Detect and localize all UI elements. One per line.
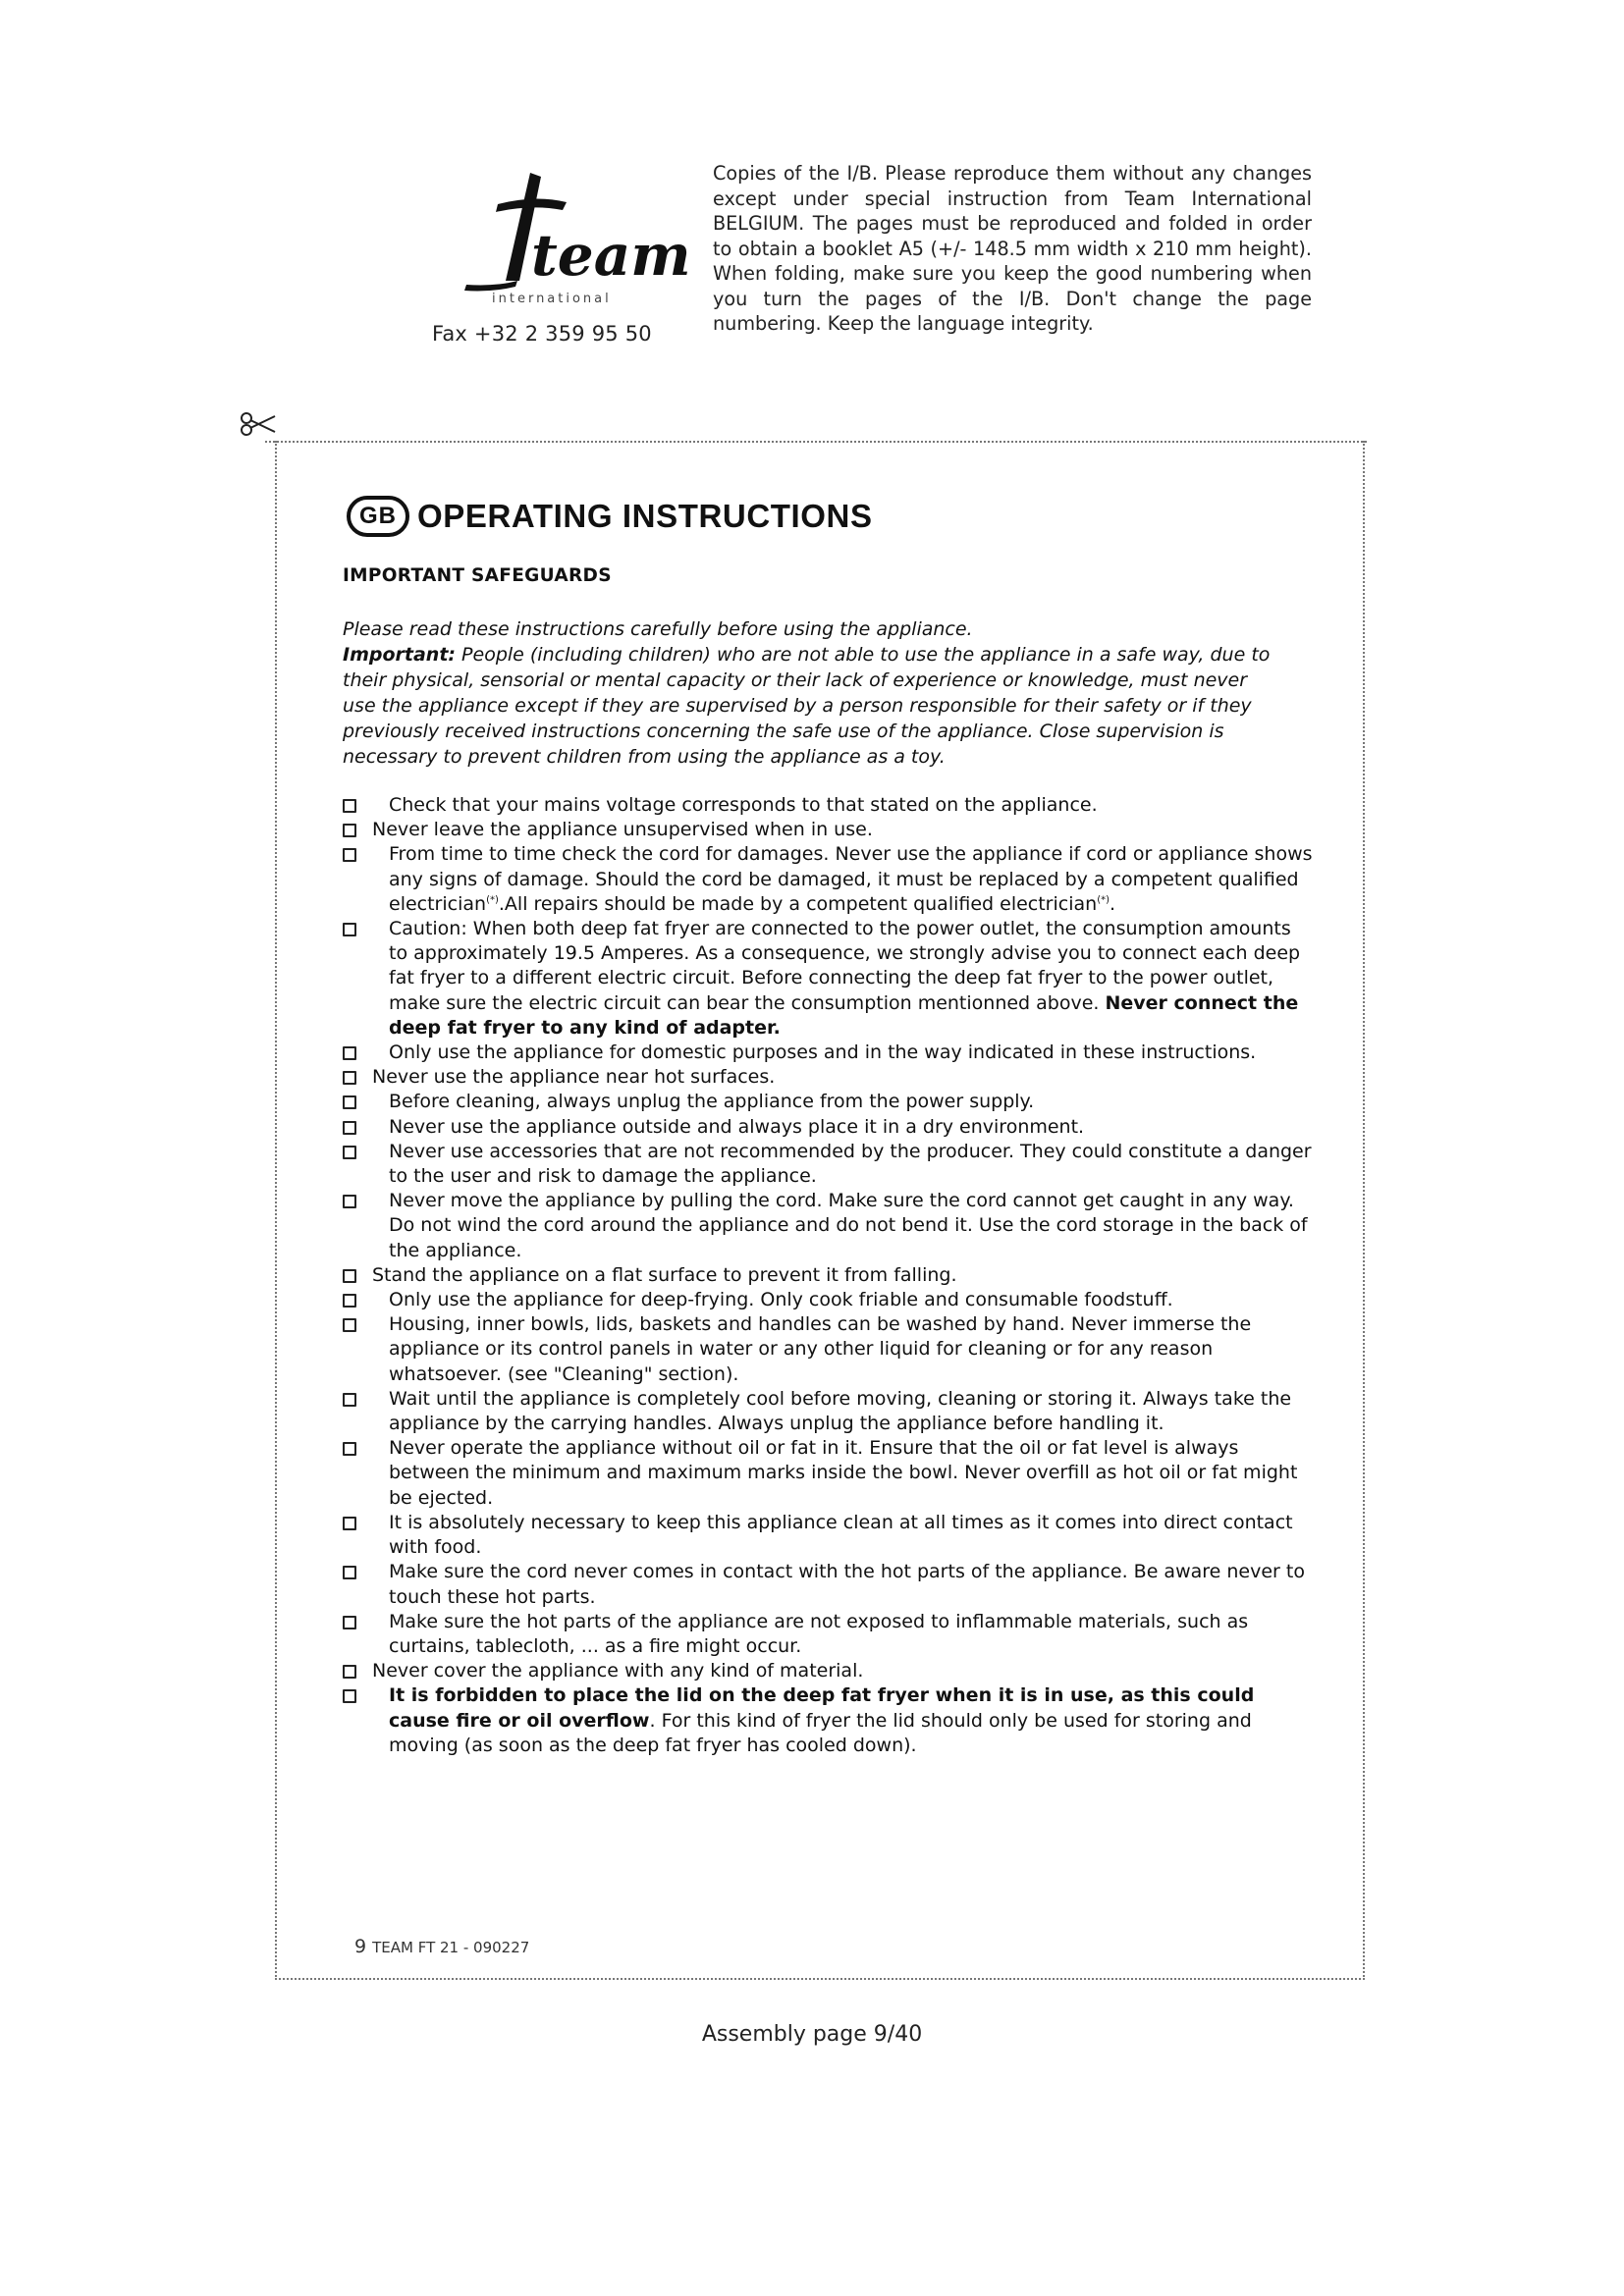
checkbox-icon (343, 1689, 356, 1703)
checkbox-icon (343, 1269, 356, 1283)
checkbox-icon (343, 1294, 356, 1308)
checkbox-icon (343, 824, 356, 837)
checkbox-icon (343, 1318, 356, 1332)
checkbox-icon (343, 923, 356, 936)
list-item: It is forbidden to place the lid on the deep fat fryer when it is in use, as this could cause fire or oil overflow. For this kind of fryer the lid should only be used for storing and moving (as soon as the deep fat fryer has cooled down). (343, 1683, 1315, 1758)
list-item: Check that your mains voltage corresponds to that stated on the appliance. (343, 793, 1315, 818)
checkbox-icon (343, 1616, 356, 1629)
svg-text:team: team (531, 222, 691, 289)
list-item: Never use the appliance near hot surfaces. (343, 1065, 1315, 1090)
checkbox-icon (343, 1071, 356, 1085)
intro-line: Please read these instructions carefully before using the appliance. (343, 618, 973, 640)
fax-number: Fax +32 2 359 95 50 (432, 322, 652, 346)
svg-text:international: international (492, 292, 612, 306)
list-item: Make sure the hot parts of the appliance are not exposed to inflammable materials, such as curtains, tablecloth, ... as a fire might occur. (343, 1610, 1315, 1659)
important-label: Important: (343, 644, 457, 666)
list-item: Wait until the appliance is completely cool before moving, cleaning or storing it. Always take the appliance by the carrying handles. Always unplug the appliance before handling it. (343, 1387, 1315, 1436)
checkbox-icon (343, 1046, 356, 1060)
subheading: IMPORTANT SAFEGUARDS (343, 565, 612, 586)
scissors-icon (240, 410, 279, 438)
list-item: Stand the appliance on a flat surface to prevent it from falling. (343, 1263, 1315, 1288)
section-title (347, 493, 873, 540)
reproduction-note: Copies of the I/B. Please reproduce them without any changes except under special instruction from Team International BELGIUM. The pages must be reproduced and folded in order to obtain a booklet A5 (+/- 148.5 mm width x 210 mm height). When folding, make sure you keep the good numbering when you turn the pages of the I/B. Don't change the page numbering. Keep the language integrity. (713, 162, 1312, 335)
list-item: From time to time check the cord for damages. Never use the appliance if cord or appliance shows any signs of damage. Should the cord be damaged, it must be replaced by a competent qualified electrician(*).All repairs should be made by a competent qualified electrician(*). (343, 842, 1315, 917)
list-item: Only use the appliance for deep-frying. Only cook friable and consumable foodstuff. (343, 1288, 1315, 1312)
checkbox-icon (343, 1442, 356, 1456)
doc-code: TEAM FT 21 - 090227 (372, 1939, 530, 1956)
checkbox-icon (343, 1566, 356, 1579)
document-id (354, 1936, 529, 1957)
list-item: Never use the appliance outside and always place it in a dry environment. (343, 1115, 1315, 1140)
list-item: Never leave the appliance unsupervised when in use. (343, 818, 1315, 842)
list-item: Never use accessories that are not recommended by the producer. They could constitute a danger to the user and risk to damage the appliance. (343, 1140, 1315, 1189)
list-item: Never operate the appliance without oil or fat in it. Ensure that the oil or fat level is always between the minimum and maximum marks inside the bowl. Never overfill as hot oil or fat might be ejected. (343, 1436, 1315, 1511)
list-item: Caution: When both deep fat fryer are connected to the power outlet, the consumption amounts to approximately 19.5 Amperes. As a consequence, we strongly advise you to connect each deep fat fryer to a different electric circuit. Before connecting the deep fat fryer to the power outlet, make sure the electric circuit can bear the consumption mentionned above. Never connect the deep fat fryer to any kind of adapter. (343, 917, 1315, 1041)
checkbox-icon (343, 1121, 356, 1135)
checkbox-icon (343, 1665, 356, 1679)
list-item: Never move the appliance by pulling the cord. Make sure the cord cannot get caught in any way. Do not wind the cord around the appliance and do not bend it. Use the cord storage in the back of the appliance. (343, 1189, 1315, 1263)
intro-important (343, 642, 1281, 770)
checkbox-icon (343, 1517, 356, 1530)
team-logo-icon (437, 165, 691, 312)
list-item: Never cover the appliance with any kind of material. (343, 1659, 1315, 1683)
language-badge: GB (347, 496, 409, 537)
checkbox-icon (343, 1146, 356, 1159)
list-item: It is absolutely necessary to keep this appliance clean at all times as it comes into direct contact with food. (343, 1511, 1315, 1560)
list-item: Before cleaning, always unplug the appliance from the power supply. (343, 1090, 1315, 1114)
page-number: 9 (354, 1936, 367, 1957)
important-text: People (including children) who are not able to use the appliance in a safe way, due to their physical, sensorial or mental capacity or their lack of experience or knowledge, must never use the appliance except if they are supervised by a person responsible for their safety or if they previously received instructions concerning the safe use of the appliance. Close supervision is necessary to prevent children from using the appliance as a toy. (343, 644, 1271, 768)
checkbox-icon (343, 1393, 356, 1407)
intro-text (343, 616, 1281, 770)
checkbox-icon (343, 1095, 356, 1109)
checkbox-icon (343, 848, 356, 862)
team-logo (437, 165, 691, 312)
safeguards-list (343, 793, 1315, 1758)
page-title: OPERATING INSTRUCTIONS (417, 498, 873, 534)
list-item: Make sure the cord never comes in contact with the hot parts of the appliance. Be aware never to touch these hot parts. (343, 1560, 1315, 1609)
checkbox-icon (343, 799, 356, 813)
assembly-page: Assembly page 9/40 (701, 2022, 923, 2047)
list-item: Housing, inner bowls, lids, baskets and handles can be washed by hand. Never immerse the appliance or its control panels in water or any other liquid for cleaning or for any reason whatsoever. (see "Cleaning" section). (343, 1312, 1315, 1387)
list-item: Only use the appliance for domestic purposes and in the way indicated in these instructions. (343, 1041, 1315, 1065)
checkbox-icon (343, 1195, 356, 1208)
